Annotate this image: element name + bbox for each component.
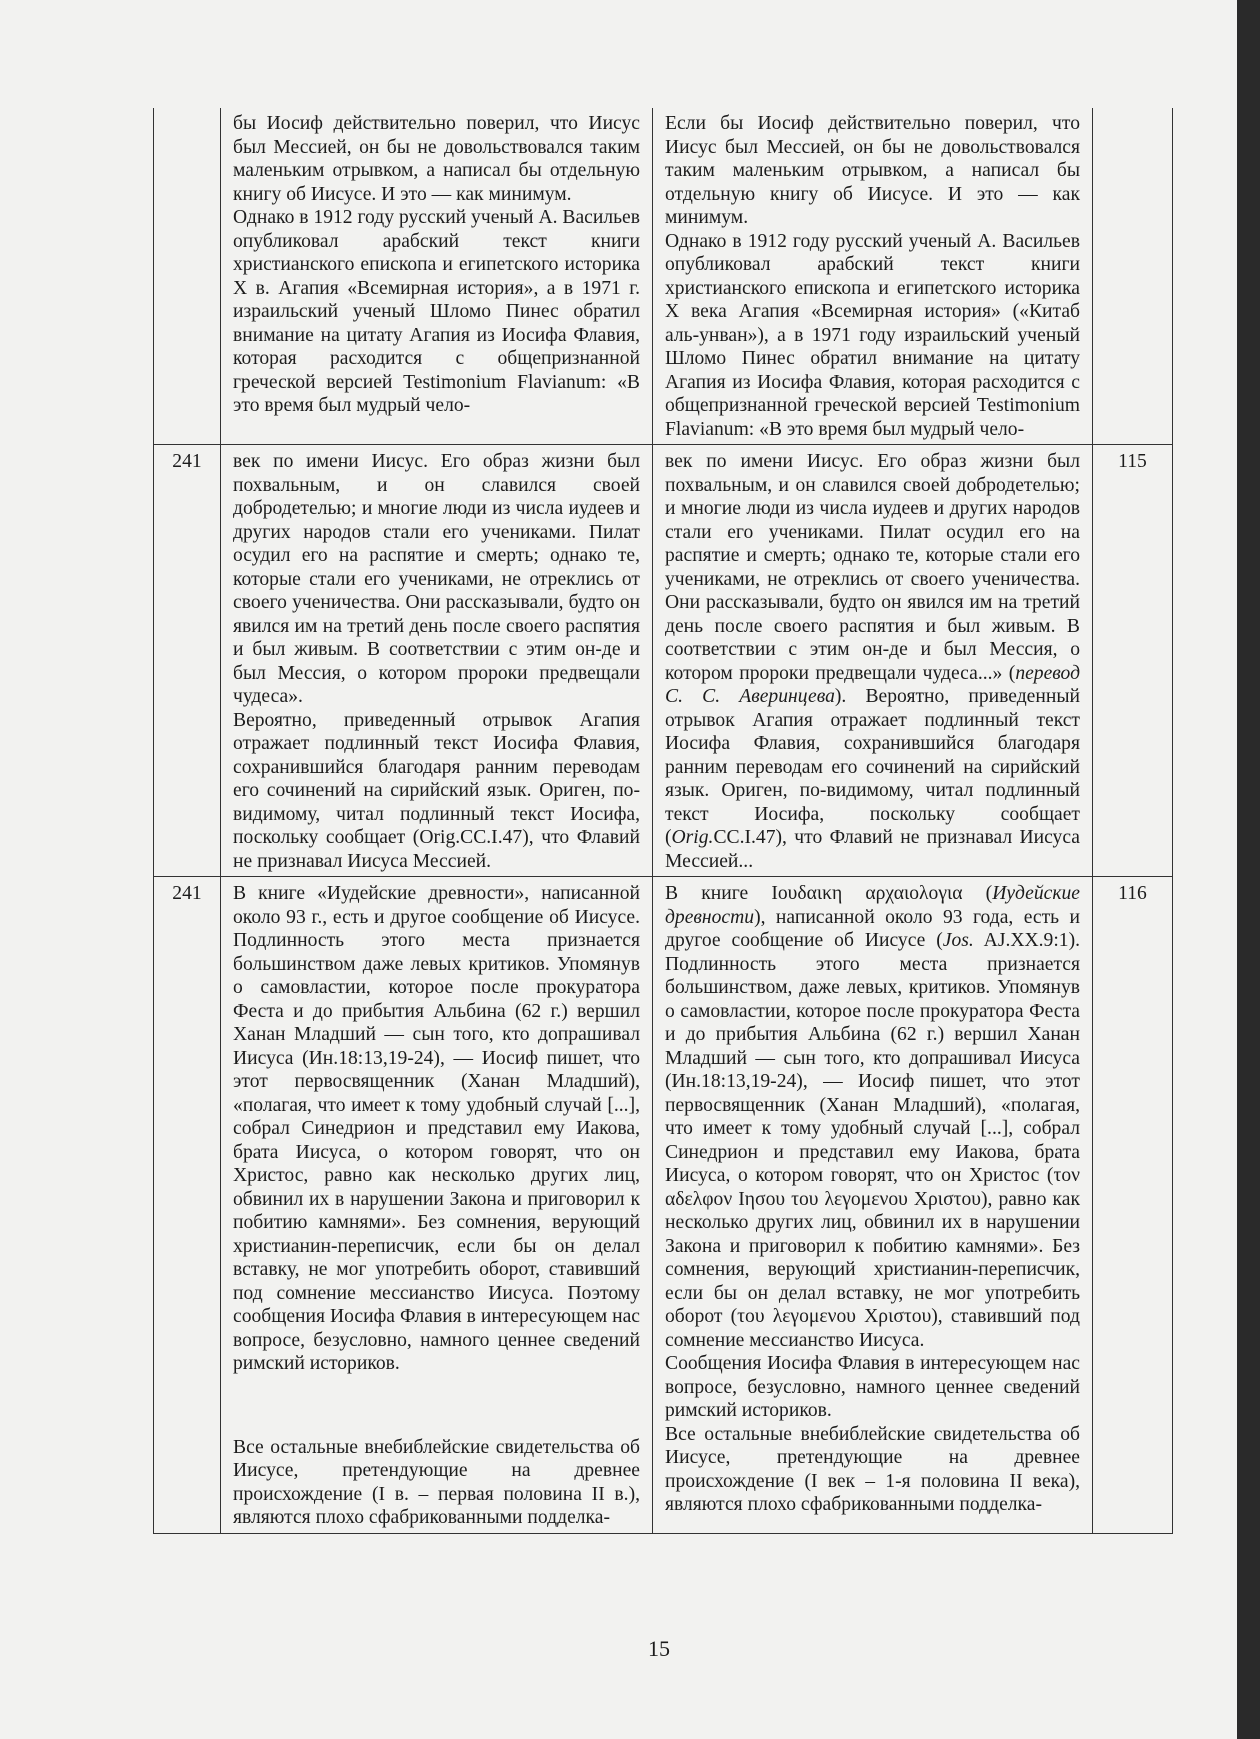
comparison-table	[153, 108, 1173, 1534]
original-text-cell	[221, 445, 653, 877]
text-run: AJ.XX.9:1). Подлинность этого места признается большинством, даже левых, критиков. Упомянув о самовластии, которое после прокуратора Феста и до прибытия Альбина (62 г.) вершил Ханан Младший — сын того, кто допрашивал Иисуса (Ин.18:13,19-24), — Иосиф пишет, что этот первосвященник (Ханан Младший), «полагая, что имеет к тому удобный случай [...], собрал Синедрион и представил ему Иакова, брата Иисуса, о котором говорят, что он Христос (τον αδελφον Ιησου του λεγομενου Χριστου), равно как несколько других лиц, обвинил их в нарушении Закона и приговорил к побитию камнями». Без сомнения, верующий христианин-переписчик, если бы он делал вставку, не мог употребить оборот (του λεγομενου Χριστου), ставивший под сомнение мессианство Иисуса.	[665, 930, 1081, 1351]
original-text-cell	[221, 108, 653, 445]
paragraph: Однако в 1912 году русский ученый А. Васильев опубликовал арабский текст книги христианского епископа и египетского историка X в. Агапия «Всемирная история», а в 1971 г. израильский ученый Шломо Пинес обратил внимание на цитату Агапия из Иосифа Флавия, которая расходится с общепризнанной греческой версией Testimonium Flavianum: «В это время был мудрый чело-	[233, 207, 641, 416]
left-ref-number: 241	[154, 877, 221, 1534]
paragraph: В книге «Иудейские древности», написанной около 93 г., есть и другое сообщение об Иисусе. Подлинность этого места признается большинством даже левых критиков. Упомянув о самовластии, которое после прокуратора Феста и до прибытия Альбина (62 г.) вершил Ханан Младший — сын того, кто допрашивал Иисуса (Ин.18:13,19-24), — Иосиф пишет, что этот первосвященник (Ханан Младший), «полагая, что имеет к тому удобный случай [...], собрал Синедрион и представил ему Иакова, брата Иисуса, о котором говорят, что он Христос, равно как несколько других лиц, обвинил их в нарушении Закона и приговорил к побитию камнями». Без сомнения, верующий христианин-переписчик, если бы он делал вставку, не мог употребить оборот, ставивший под сомнение мессианство Иисуса. Поэтому сообщения Иосифа Флавия в интересующем нас вопросе, безусловно, намного ценнее сведений римский историков.	[233, 883, 640, 1374]
italic-run: Jos.	[942, 930, 974, 951]
text-run: В книге Ιουδαικη αρχαιολογια (	[665, 883, 993, 904]
paragraph	[665, 882, 1080, 1352]
revised-text-cell	[653, 877, 1093, 1534]
italic-run: Иудейские древности	[665, 883, 1080, 928]
paragraph: век по имени Иисус. Его образ жизни был похвальным, и он славился своей добродетелью; и многие люди из числа иудеев и других народов стали его учениками. Пилат осудил его на распятие и смерть; однако те, которые стали его учениками, не отреклись от своего ученичества. Они рассказывали, будто он явился им на третий день после своего распятия и был живым. В соответствии с этим он-де и был Мессия, о котором пророки предвещали чудеса».	[233, 451, 640, 707]
paragraph: Все остальные внебиблейские свидетельства об Иисусе, претендующие на древнее происхождение (I в. – первая половина II в.), являются плохо сфабрикованными подделка-	[233, 1436, 640, 1528]
text-run: век по имени Иисус. Его образ жизни был похвальным, и он славился своей добродетелью; и многие люди из числа иудеев и других народов стали его учениками. Пилат осудил его на распятие и смерть; однако те, которые стали его учениками, не отреклись от своего ученичества. Они рассказывали, будто он явился им на третий день после своего распятия и был живым. В соответствии с этим он-де и был Мессия, о котором пророки предвещали чудеса...» (	[665, 451, 1080, 684]
left-ref-number	[154, 108, 221, 445]
right-ref-number	[1093, 108, 1173, 445]
revised-text-cell	[653, 108, 1093, 445]
text-run: CC.I.47), что Флавий не признавал Иисуса Мессией...	[665, 827, 1080, 872]
right-ref-number: 116	[1093, 877, 1173, 1534]
text-run: ), написанной около 93 года, есть и другое сообщение об Иисусе (	[665, 906, 1080, 951]
paragraph: Однако в 1912 году русский ученый А. Васильев опубликовал арабский текст книги христианского епископа и египетского историка X века Агапия «Всемирная история» («Китаб аль-унван»), а в 1971 году израильский ученый Шломо Пинес обратил внимание на цитату Агапия из Иосифа Флавия, которая расходится с общепризнанной греческой версией Testimonium Flavianum: «В это время был мудрый чело-	[665, 230, 1080, 440]
scan-edge	[1237, 0, 1260, 1739]
left-ref-number: 241	[154, 445, 221, 877]
paragraph	[665, 450, 1080, 873]
italic-run: Orig.	[671, 827, 714, 848]
paragraph: Сообщения Иосифа Флавия в интересующем нас вопросе, безусловно, намного ценнее сведений римский историков.	[665, 1353, 1080, 1421]
blank-space	[233, 1376, 640, 1436]
text-run: ). Вероятно, приведенный отрывок Агапия отражает подлинный текст Иосифа Флавия, сохранившийся благодаря ранним переводам его сочинений на сирийский язык. Ориген, по-видимому, читал подлинный текст Иосифа, поскольку сообщает (	[665, 686, 1080, 848]
table-row	[154, 877, 1173, 1534]
page-number: 15	[648, 1636, 670, 1661]
italic-run: перевод С. С. Аверинцева	[665, 662, 1080, 707]
table-row	[154, 108, 1173, 445]
revised-text-cell	[653, 445, 1093, 877]
paragraph: Вероятно, приведенный отрывок Агапия отражает подлинный текст Иосифа Флавия, сохранившийся благодаря ранним переводам его сочинений на сирийский язык. Ориген, по-видимому, читал подлинный текст Иосифа, поскольку сообщает (Orig.CC.I.47), что Флавий не признавал Иисуса Мессией.	[233, 709, 640, 872]
right-ref-number: 115	[1093, 445, 1173, 877]
original-text-cell	[221, 877, 653, 1534]
table-row	[154, 445, 1173, 877]
paragraph: Все остальные внебиблейские свидетельства об Иисусе, претендующие на древнее происхождение (I век – 1-я половина II века), являются плохо сфабрикованными подделка-	[665, 1423, 1080, 1515]
paragraph: бы Иосиф действительно поверил, что Иисус был Мессией, он бы не довольствовался таким маленьким отрывком, а написал бы отдельную книгу об Иисусе. И это — как минимум.	[233, 113, 640, 205]
paragraph: Если бы Иосиф действительно поверил, что Иисус был Мессией, он бы не довольствовался таким маленьким отрывком, а написал бы отдельную книгу об Иисусе. И это — как минимум.	[665, 113, 1080, 228]
